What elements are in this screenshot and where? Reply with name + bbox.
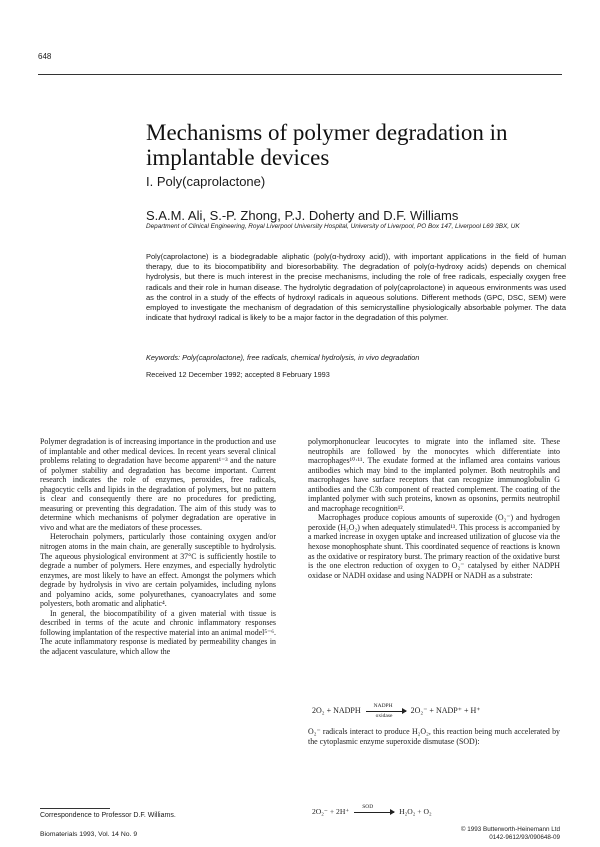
article-title: Mechanisms of polymer degradation in implantable devices	[146, 120, 508, 170]
header-rule	[38, 74, 562, 75]
copyright-block	[400, 826, 560, 842]
keywords: Keywords: Poly(caprolactone), free radicals, chemical hydrolysis, in vivo degradation	[146, 353, 420, 362]
equation-rhs: 2O₂⁻ + NADP⁺ + H⁺	[410, 706, 481, 715]
footnote-rule	[40, 808, 110, 809]
equation-oxidase	[312, 702, 481, 719]
journal-citation: Biomaterials 1993, Vol. 14 No. 9	[40, 831, 138, 838]
equation-sod	[312, 803, 432, 816]
equation-lhs: 2O₂⁻ + 2H⁺	[312, 807, 350, 816]
affiliation: Department of Clinical Engineering, Royal Liverpool University Hospital, University of Liverpool, PO Box 147, Liverpool L69 3BX, UK	[146, 223, 520, 230]
page-number: 648	[38, 52, 52, 61]
equation-lhs: 2O₂ + NADPH	[312, 706, 361, 715]
article-subtitle: I. Poly(caprolactone)	[146, 174, 266, 189]
paragraph-after-equation: O₂⁻ radicals interact to produce H₂O₂, this reaction being much accelerated by the cytoplasmic enzyme superoxide dismutase (SOD):	[308, 727, 560, 746]
abstract: Poly(caprolactone) is a biodegradable aliphatic (poly(α-hydroxy acid)), with important applications in the field of human therapy, due to its biocompatibility and bioresorbability. The degradation of poly(α-hydroxy acids) depends on chemical hydrolysis, but there is much interest in the precise mechanisms, including the role of free radicals, especially oxygen free radicals and their role in human disease. The hydrolytic degradation of poly(caprolactone) in aqueous environments was used as the control in a study of the effects of hydroxyl radicals in aqueous solutions. Different methods (GPC, DSC, SEM) were employed to investigate the mechanism of degradation of this semicrystalline physiologically absorbable polymer. The data indicate that hydroxyl radical is likely to be a major factor in the degradation of this polymer.	[146, 252, 566, 323]
arrow-label-above: NADPH	[373, 702, 393, 709]
paragraph: Polymer degradation is of increasing importance in the production and use of implantable and other medical devices. In recent years several clinical problems relating to degradation have become apparent¹⁻³ and the nature of polymer stability and degradation has become important. Current research indicates the role of enzymes, peroxides, free radicals, phagocytic cells and lipids in the degradation of polymers, but no pattern is clear and consequently there are no procedures for predicting, measuring or preventing this degradation. The aim of this study was to determine which mechanisms of polymer degradation are operative in vivo and what are the mediators of these processes.	[40, 437, 276, 532]
paragraph: polymorphonuclear leucocytes to migrate into the inflamed site. These neutrophils are followed by the monocytes which differentiate into macrophages¹⁰⋅¹¹. The exudate formed at the inflamed area contains various antibodies which may bind to the implanted polymer. Both neutrophils and macrophages have surface receptors that can recognize immunoglobulin G antibodies and the C3b component of reacted complement. The coating of the implanted polymer with such proteins, known as opsonins, permits neutrophil and macrophage recognition¹².	[308, 437, 560, 513]
authors: S.A.M. Ali, S.-P. Zhong, P.J. Doherty and D.F. Williams	[146, 208, 459, 223]
correspondence-note: Correspondence to Professor D.F. Williams.	[40, 812, 176, 819]
reaction-arrow	[354, 803, 394, 813]
paragraph: In general, the biocompatibility of a given material with tissue is described in terms of the acute and chronic inflammatory responses following implantation of the respective material into an animal model⁵⁻⁶. The acute inflammatory response is mediated by permeability changes in the adjacent vasculature, which allow the	[40, 608, 276, 657]
arrow-label-below: oxidase	[375, 712, 393, 719]
copyright-line: © 1993 Butterworth-Heinemann Ltd	[460, 826, 560, 833]
received-dates: Received 12 December 1992; accepted 8 February 1993	[146, 370, 330, 379]
left-column	[40, 437, 276, 657]
equation-rhs: H₂O₂ + O₂	[399, 807, 432, 816]
right-column	[308, 437, 560, 580]
issn-line: 0142-9612/93/090648-09	[489, 834, 560, 841]
paragraph: Macrophages produce copious amounts of superoxide (O₂⁻) and hydrogen peroxide (H₂O₂) when adequately stimulated¹³. This process is accompanied by a marked increase in oxygen uptake and increased utilization of glucose via the hexose monophosphate shunt. This coordinated sequence of reactions is known as the oxidative or respiratory burst. The primary reaction of the oxidative burst is the one electron reduction of oxygen to O₂⁻ catalysed by either NADPH oxidase or NADH oxidase and using NADPH or NADH as a substrate:	[308, 513, 560, 580]
reaction-arrow	[366, 702, 406, 719]
paragraph: Heterochain polymers, particularly those containing oxygen and/or nitrogen atoms in the main chain, are generally susceptible to hydrolysis. The aqueous physiological environment at 37°C is sufficiently hostile to degrade a number of polymers. Here enzymes, and especially hydrolytic enzymes, are most likely to have an effect. Amongst the polymers which degrade by hydrolysis in vivo are certain polyamides, including nylons and polyamino acids, some polyurethanes, cyanoacrylates and some polyesters, both aromatic and aliphatic⁴.	[40, 532, 276, 609]
arrow-label-above: SOD	[362, 803, 374, 810]
